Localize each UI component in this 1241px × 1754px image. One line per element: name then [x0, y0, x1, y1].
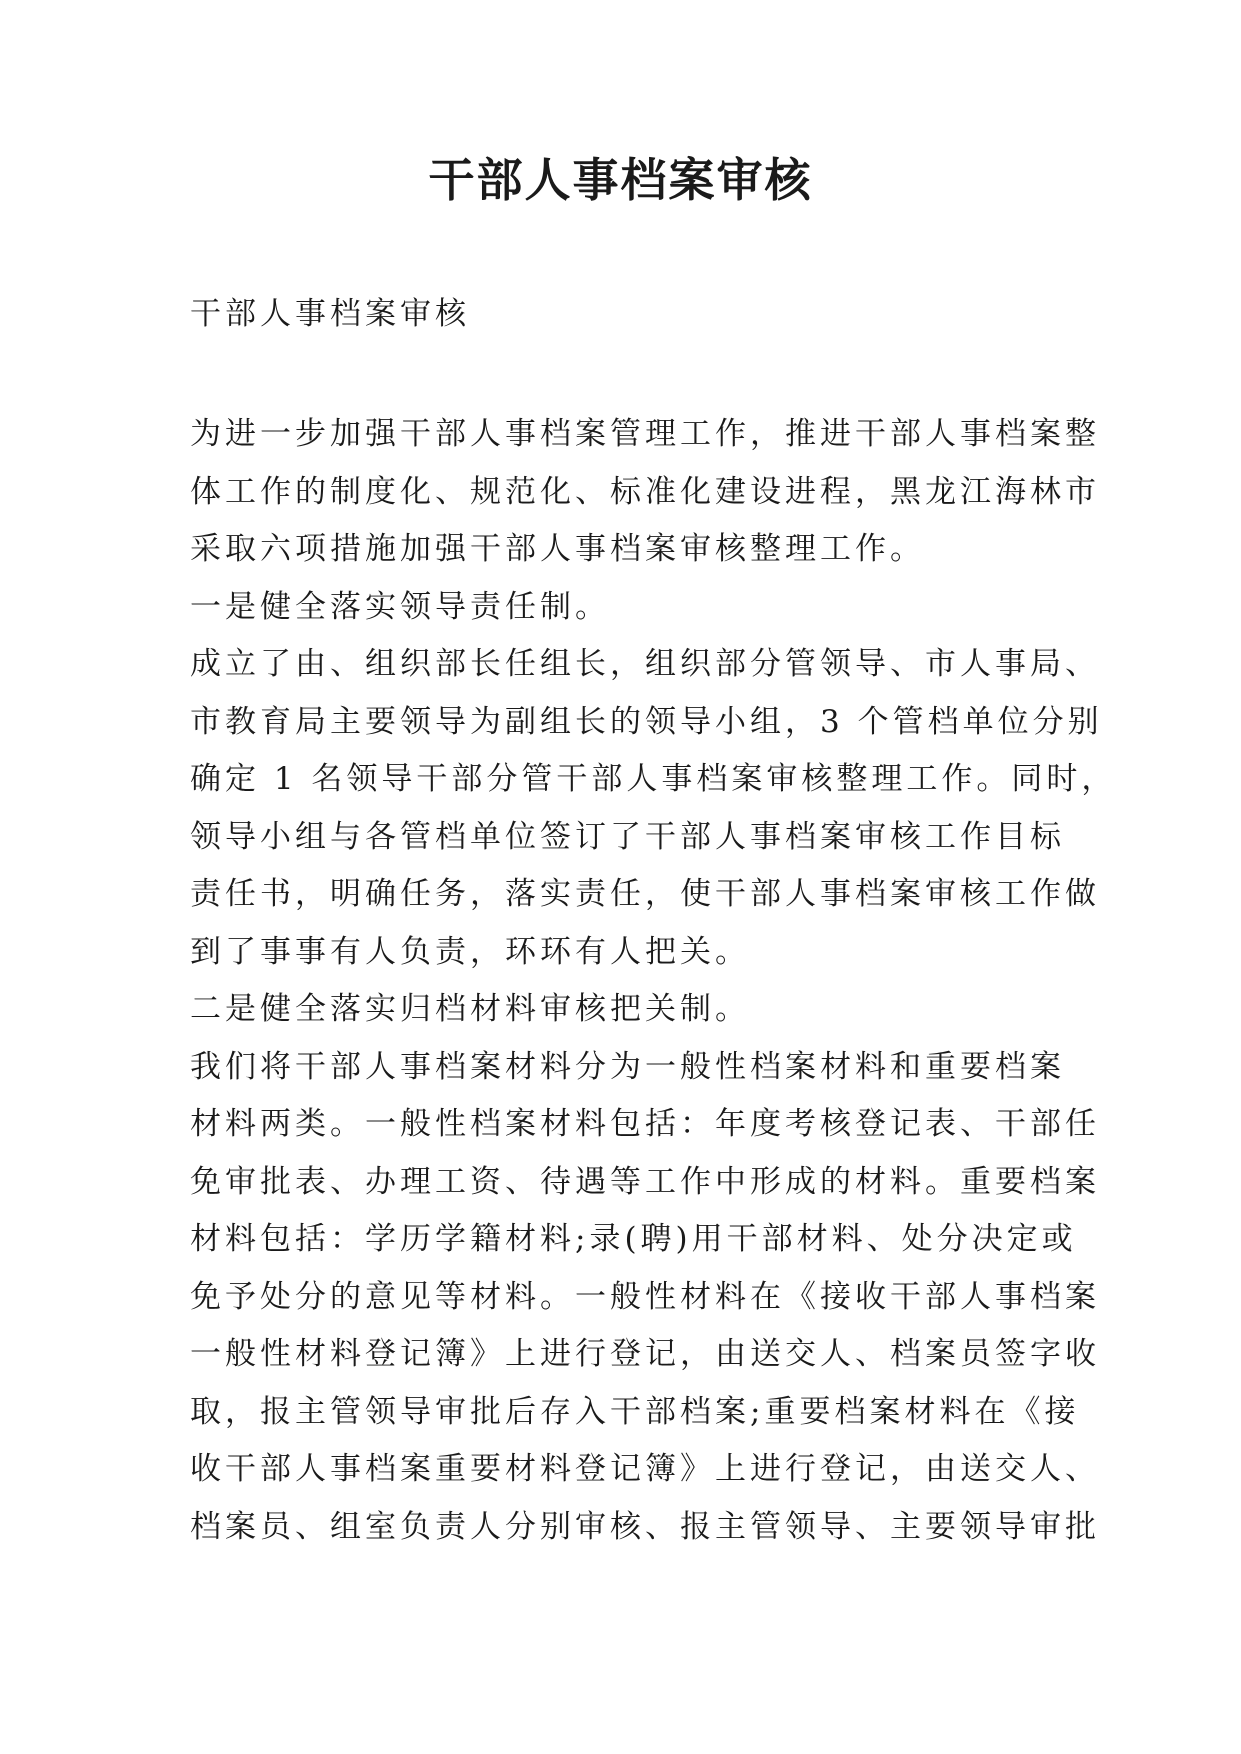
- body-line: 材料包括：学历学籍材料;录(聘)用干部材料、处分决定或: [190, 1221, 1077, 1257]
- body-line: 确定 1 名领导干部分管干部人事档案审核整理工作。同时，: [190, 761, 1117, 797]
- body-line: 市教育局主要领导为副组长的领导小组，3 个管档单位分别: [190, 703, 1103, 740]
- document-title: 干部人事档案审核: [428, 153, 813, 207]
- body-line: 成立了由、组织部长任组长，组织部分管领导、市人事局、: [190, 646, 1100, 682]
- body-line: 为进一步加强干部人事档案管理工作，推进干部人事档案整: [190, 416, 1100, 452]
- body-line: 档案员、组室负责人分别审核、报主管领导、主要领导审批: [190, 1508, 1100, 1545]
- body-line: 材料两类。一般性档案材料包括：年度考核登记表、干部任: [190, 1106, 1100, 1142]
- body-line: 领导小组与各管档单位签订了干部人事档案审核工作目标: [190, 818, 1065, 855]
- document-body: [190, 406, 1117, 1556]
- body-line: 采取六项措施加强干部人事档案审核整理工作。: [190, 531, 925, 567]
- body-line: 体工作的制度化、规范化、标准化建设进程，黑龙江海林市: [190, 473, 1100, 510]
- body-line: 我们将干部人事档案材料分为一般性档案材料和重要档案: [190, 1048, 1065, 1085]
- body-line: 二是健全落实归档材料审核把关制。: [190, 991, 750, 1027]
- body-line: 责任书，明确任务，落实责任，使干部人事档案审核工作做: [190, 876, 1100, 912]
- body-line: 收干部人事档案重要材料登记簿》上进行登记，由送交人、: [190, 1451, 1100, 1487]
- body-line: 免审批表、办理工资、待遇等工作中形成的材料。重要档案: [190, 1163, 1100, 1200]
- body-line: 到了事事有人负责，环环有人把关。: [190, 933, 750, 970]
- body-line: 取，报主管领导审批后存入干部档案;重要档案材料在《接: [190, 1393, 1080, 1430]
- body-line: 一般性材料登记簿》上进行登记，由送交人、档案员签字收: [190, 1336, 1100, 1372]
- body-line: 一是健全落实领导责任制。: [190, 588, 610, 625]
- document-subtitle: 干部人事档案审核: [190, 296, 470, 332]
- body-line: 免予处分的意见等材料。一般性材料在《接收干部人事档案: [190, 1278, 1100, 1315]
